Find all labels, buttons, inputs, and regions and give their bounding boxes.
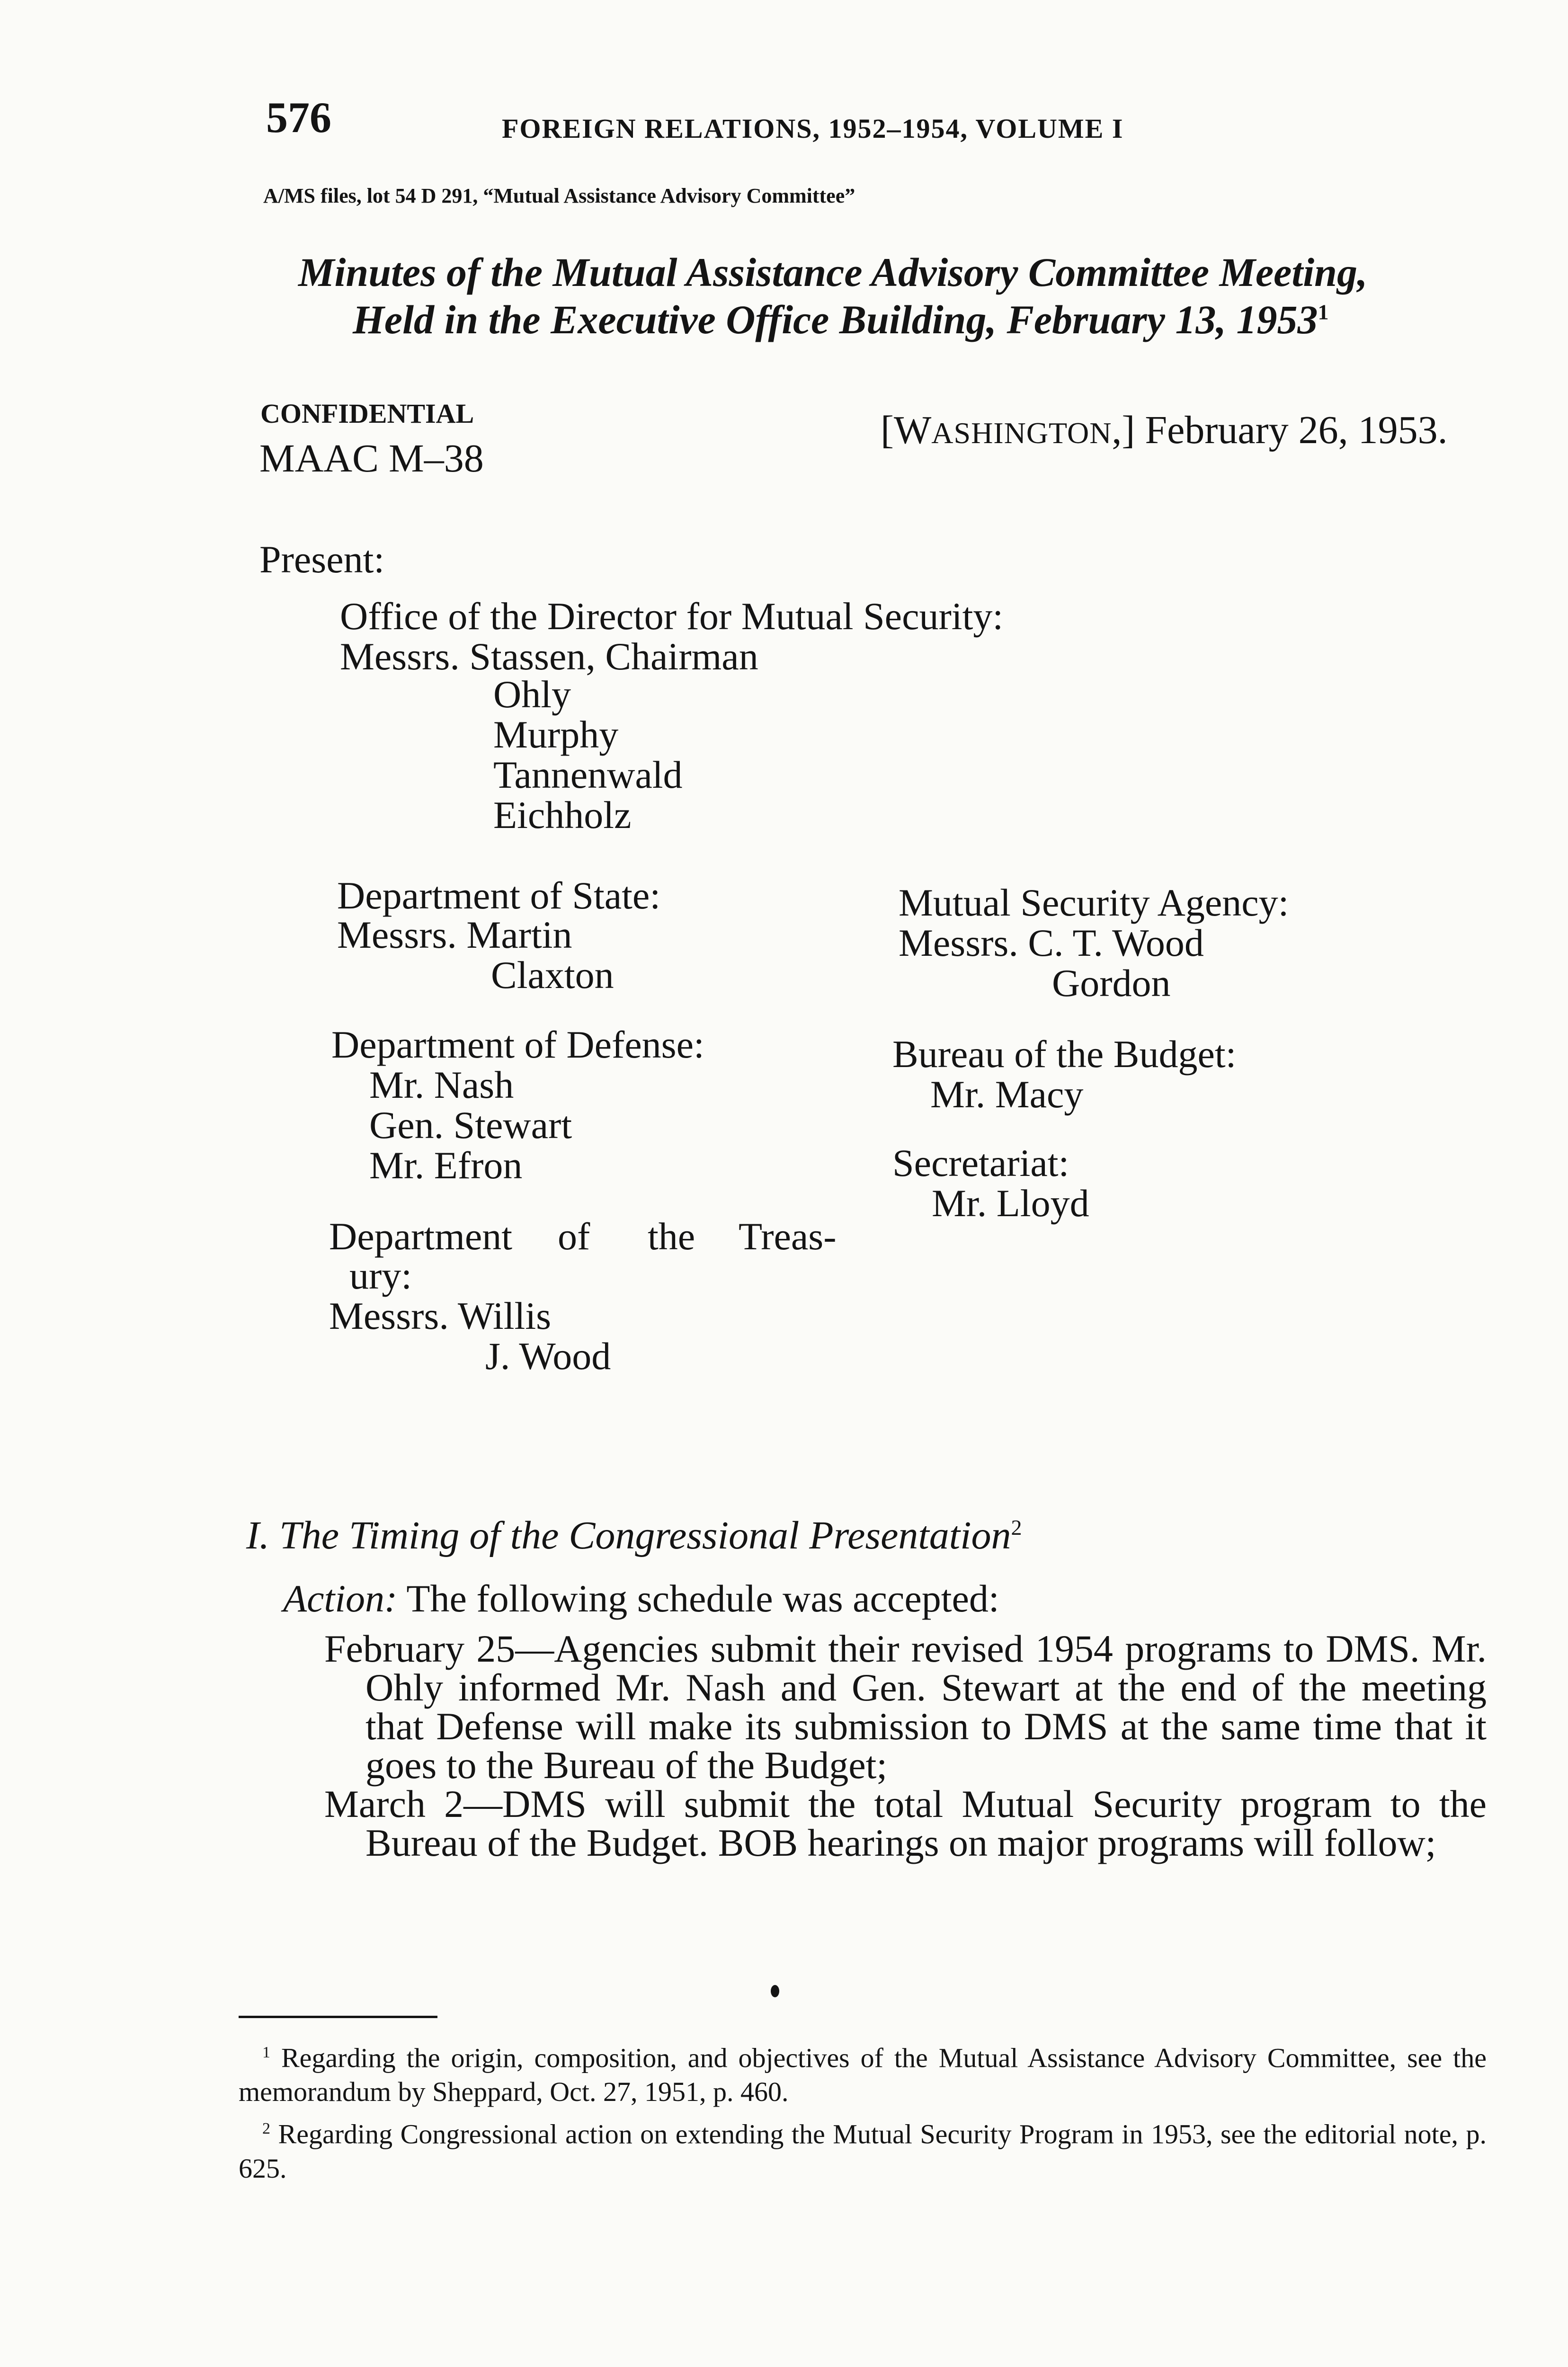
footnote-ref-2: 2 bbox=[1011, 1515, 1022, 1539]
treasury-heading-word: the bbox=[648, 1215, 695, 1258]
footnotes bbox=[239, 2036, 1487, 2189]
defense-member: Mr. Efron bbox=[369, 1144, 523, 1187]
defense-member: Mr. Nash bbox=[369, 1063, 514, 1106]
dms-first: Messrs. Stassen, Chairman bbox=[340, 635, 758, 678]
footnote-rule bbox=[239, 2016, 437, 2018]
running-head: FOREIGN RELATIONS, 1952–1954, VOLUME I bbox=[502, 113, 1124, 144]
treasury-first: Messrs. Willis bbox=[329, 1294, 552, 1337]
dms-heading: Office of the Director for Mutual Security: bbox=[340, 595, 1004, 638]
place-date bbox=[881, 407, 1448, 453]
place-open: [W bbox=[881, 408, 932, 452]
footnote-1 bbox=[239, 2036, 1487, 2109]
state-heading: Department of State: bbox=[337, 874, 661, 917]
msa-first: Messrs. C. T. Wood bbox=[899, 921, 1204, 964]
treasury-heading-word: Treas- bbox=[739, 1215, 837, 1258]
title-text: Held in the Executive Office Building, February 13, 1953 bbox=[353, 297, 1318, 342]
footnote-mark: 2 bbox=[262, 2120, 270, 2138]
action-label: Action: bbox=[283, 1577, 398, 1620]
budget-member: Mr. Macy bbox=[930, 1073, 1084, 1116]
classification: CONFIDENTIAL bbox=[260, 398, 474, 429]
secretariat-heading: Secretariat: bbox=[892, 1141, 1069, 1184]
msa-heading: Mutual Security Agency: bbox=[899, 881, 1289, 924]
present-label: Present: bbox=[259, 538, 385, 581]
schedule-item: February 25—Agencies submit their revised 1954 programs to DMS. Mr. Ohly informed Mr. Nash and Gen. Stewart at the end of the meeting that Defense will make its submission to DMS at the same time that it goes to the Bureau of the Budget; bbox=[324, 1627, 1487, 1787]
treasury-heading-word: Department bbox=[329, 1215, 513, 1258]
footnote-2 bbox=[239, 2112, 1487, 2185]
treasury-heading-word: of bbox=[558, 1215, 590, 1258]
footnote-ref-1: 1 bbox=[1318, 300, 1329, 324]
action-line bbox=[283, 1576, 999, 1621]
schedule-list bbox=[324, 1629, 1487, 1862]
state-first: Messrs. Martin bbox=[337, 913, 572, 956]
section-heading-text: I. The Timing of the Congressional Presentation bbox=[246, 1513, 1011, 1557]
page-number: 576 bbox=[266, 93, 331, 142]
dms-member: Tannenwald bbox=[493, 753, 683, 796]
bullet-mark bbox=[771, 1985, 779, 1997]
footnote-text: Regarding the origin, composition, and objectives of the Mutual Assistance Advisory Committee, see the memorandum by Sheppard, Oct. 27, 1951, p. 460. bbox=[239, 2042, 1487, 2108]
msa-member: Gordon bbox=[1052, 961, 1171, 1005]
state-member: Claxton bbox=[491, 953, 614, 997]
place-close: ,] February 26, 1953. bbox=[1112, 408, 1448, 452]
footnote-mark: 1 bbox=[262, 2044, 270, 2061]
defense-member: Gen. Stewart bbox=[369, 1103, 572, 1147]
dms-member: Murphy bbox=[493, 713, 619, 756]
dms-member: Eichholz bbox=[493, 793, 632, 836]
defense-heading: Department of Defense: bbox=[331, 1023, 704, 1066]
schedule-item: March 2—DMS will submit the total Mutual Security program to the Bureau of the Budget. BOB hearings on major programs will follow; bbox=[324, 1782, 1487, 1864]
action-text: The following schedule was accepted: bbox=[406, 1577, 999, 1620]
treasury-heading-cont: ury: bbox=[349, 1254, 412, 1297]
document-number: MAAC M–38 bbox=[259, 436, 484, 481]
dms-member: Ohly bbox=[493, 673, 571, 716]
section-heading bbox=[246, 1513, 1022, 1558]
place-smallcaps: ASHINGTON bbox=[931, 416, 1112, 450]
secretariat-member: Mr. Lloyd bbox=[932, 1182, 1089, 1225]
treasury-member: J. Wood bbox=[485, 1335, 611, 1378]
document-title-line-2 bbox=[353, 296, 1328, 343]
document-title-line-1: Minutes of the Mutual Assistance Advisory Committee Meeting, bbox=[298, 249, 1368, 295]
source-citation: A/MS files, lot 54 D 291, “Mutual Assistance Advisory Committee” bbox=[263, 184, 855, 207]
budget-heading: Bureau of the Budget: bbox=[892, 1032, 1237, 1076]
footnote-text: Regarding Congressional action on extending the Mutual Security Program in 1953, see the editorial note, p. 625. bbox=[239, 2118, 1487, 2184]
